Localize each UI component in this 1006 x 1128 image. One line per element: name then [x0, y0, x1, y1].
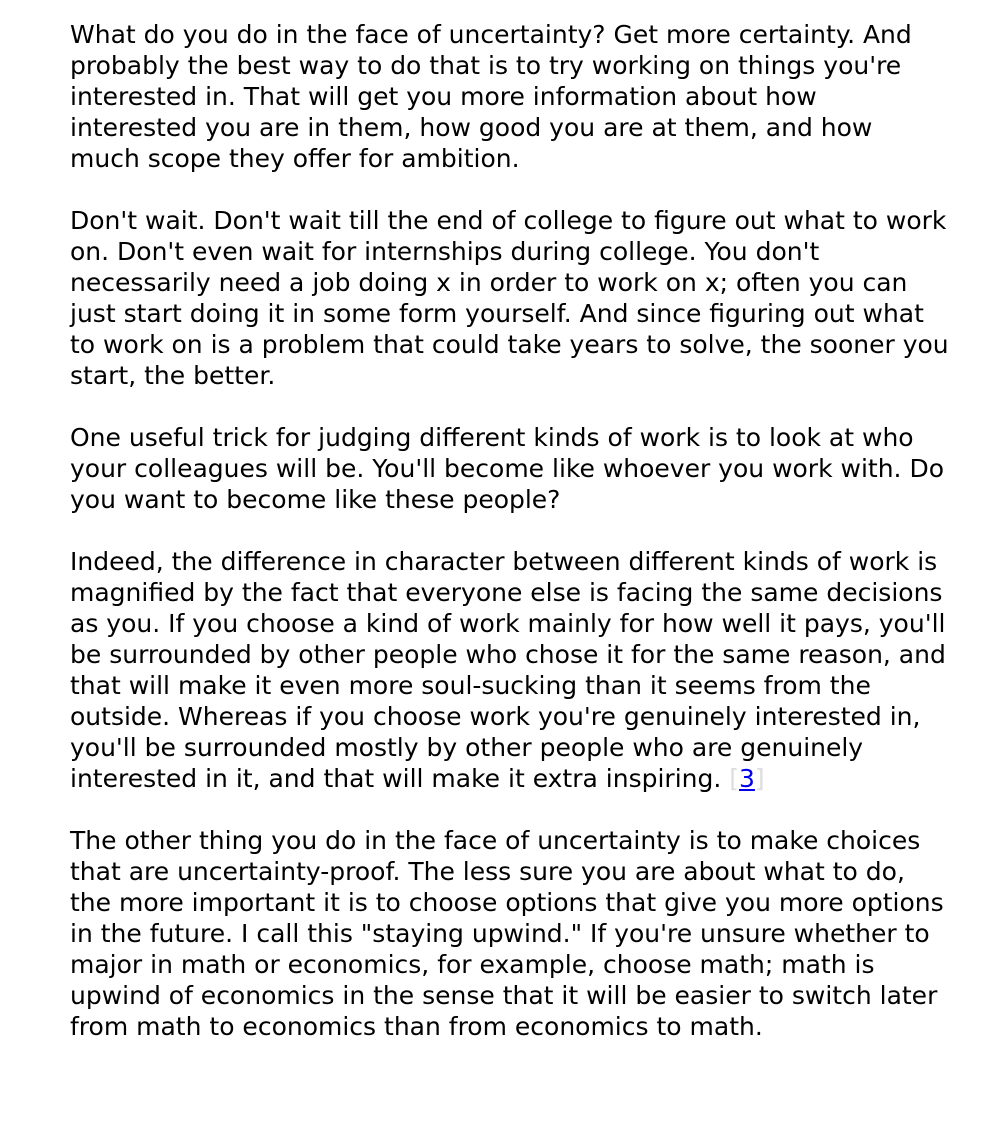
- footnote-reference: [729, 764, 764, 793]
- footnote-3-link[interactable]: 3: [739, 764, 755, 793]
- footnote-open-bracket: [: [729, 764, 740, 793]
- paragraph-2: Don't wait. Don't wait till the end of college to figure out what to work on. Don't even wait for internships during college. You don't necessarily need a job doing x in order to work on x; often you can just start doing it in some form yourself. And since figuring out what to work on is a problem that could take years to solve, the sooner you start, the better.: [70, 206, 949, 390]
- paragraph-3: One useful trick for judging different kinds of work is to look at who your colleagues will be. You'll become like whoever you work with. Do you want to become like these people?: [70, 423, 944, 514]
- footnote-close-bracket: ]: [754, 764, 765, 793]
- essay-body: [70, 19, 950, 1042]
- paragraph-1: What do you do in the face of uncertainty? Get more certainty. And probably the best way to do that is to try working on things you're interested in. That will get you more information about how interested you are in them, how good you are at them, and how much scope they offer for ambition.: [70, 20, 912, 173]
- paragraph-4-text: Indeed, the difference in character between different kinds of work is magnified by the fact that everyone else is facing the same decisions as you. If you choose a kind of work mainly for how well it pays, you'll be surrounded by other people who chose it for the same reason, and that will make it even more soul-sucking than it seems from the outside. Whereas if you choose work you're genuinely interested in, you'll be surrounded mostly by other people who are genuinely interested in it, and that will make it extra inspiring.: [70, 547, 946, 793]
- paragraph-4: [70, 546, 950, 794]
- paragraph-5: The other thing you do in the face of uncertainty is to make choices that are uncertainty-proof. The less sure you are about what to do, the more important it is to choose options that give you more options in the future. I call this "staying upwind." If you're unsure whether to major in math or economics, for example, choose math; math is upwind of economics in the sense that it will be easier to switch later from math to economics than from economics to math.: [70, 826, 944, 1041]
